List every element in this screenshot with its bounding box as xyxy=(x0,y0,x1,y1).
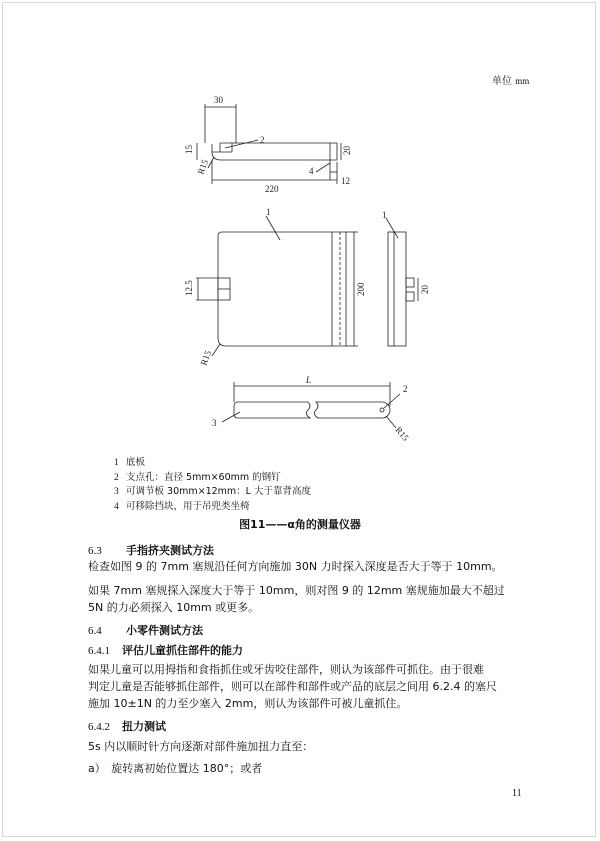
legend-num: 2 xyxy=(114,472,119,483)
section-title: 小零件测试方法 xyxy=(126,624,203,637)
dim-20-side-label: 20 xyxy=(420,285,430,294)
page-number: 11 xyxy=(512,788,522,799)
section-number: 6.3 xyxy=(88,545,102,557)
side-view-tab-bottom xyxy=(406,292,414,301)
section-6-3-heading xyxy=(88,542,214,558)
callout-4: 4 xyxy=(309,166,314,176)
section-6-4-heading xyxy=(88,622,203,638)
section-6-4-2-heading xyxy=(88,718,166,734)
legend-num: 4 xyxy=(114,501,119,512)
section-6-3-paragraph-2-line-1: 如果 7mm 塞规探入深度大于等于 10mm，则对图 9 的 12mm 塞规施加最大不超过 xyxy=(88,584,505,597)
legend-text: 支点孔：直径 5mm×60mm 的钢钉 xyxy=(126,471,281,483)
dim-15-label: 15 xyxy=(184,145,194,154)
legend-num: 1 xyxy=(114,458,119,468)
section-6-4-2-paragraph: 5s 内以顺时针方向逐渐对部件施加扭力直至： xyxy=(88,740,314,753)
dim-30-label: 30 xyxy=(214,95,223,105)
legend-item xyxy=(114,456,311,471)
legend-num: 3 xyxy=(114,487,119,497)
leader-4 xyxy=(316,163,330,172)
callout-2-top: 2 xyxy=(260,135,265,145)
r15-top-label: R15 xyxy=(195,158,211,176)
callout-2-bottom: 2 xyxy=(403,384,408,394)
section-number: 6.4.2 xyxy=(88,721,110,733)
legend-text: 底板 xyxy=(126,457,146,468)
legend-item xyxy=(114,471,311,486)
section-6-4-1-heading xyxy=(88,642,243,658)
r15-front-label: R15 xyxy=(198,349,214,367)
section-title: 评估儿童抓住部件的能力 xyxy=(122,644,243,657)
side-view-tab-top xyxy=(406,278,414,287)
section-6-4-1-line-2: 判定儿童是否能够抓住部件，则可以在部件和部件或产品的底层之间用 6.2.4 的塞尺 xyxy=(88,680,497,693)
unit-label-text: 单位 xyxy=(492,76,512,87)
figure-legend xyxy=(114,456,311,514)
bottom-view-right xyxy=(314,402,390,418)
callout-3: 3 xyxy=(212,418,217,428)
dim-l-label: L xyxy=(306,375,312,385)
dim-200-label: 200 xyxy=(356,282,366,296)
leader-2-top xyxy=(225,140,258,148)
dim-220-label: 220 xyxy=(265,184,279,194)
legend-text: 可移除挡块，用于吊兜类坐椅 xyxy=(126,500,250,512)
leader-r15-bottom xyxy=(386,416,396,428)
section-6-4-1-line-1: 如果儿童可以用拇指和食指抓住或牙齿咬住部件，则认为该部件可抓住。由于很难 xyxy=(88,663,484,676)
dim-12-5-label: 12.5 xyxy=(184,280,194,296)
legend-item xyxy=(114,500,311,515)
callout-1-front: 1 xyxy=(266,207,271,217)
dim-20-top-label: 20 xyxy=(342,146,352,155)
bottom-view-hole xyxy=(380,408,384,412)
leader-r15-front xyxy=(212,344,220,356)
r15-bottom-label: R15 xyxy=(393,424,411,443)
leader-3 xyxy=(222,412,240,422)
unit-label-value: mm xyxy=(515,76,530,86)
dim-12-label: 12 xyxy=(341,176,350,186)
top-view-outline xyxy=(212,143,337,160)
legend-item xyxy=(114,485,311,500)
section-6-4-2-item-a: a） 旋转离初始位置达 180°；或者 xyxy=(88,762,263,775)
figure-caption: 图11——α角的测量仪器 xyxy=(239,518,361,531)
section-number: 6.4 xyxy=(88,625,102,637)
section-6-4-1-line-3: 施加 10±1N 的力至少塞入 2mm，则认为该部件可被儿童抓住。 xyxy=(88,697,408,710)
section-6-3-paragraph-1: 检查如图 9 的 7mm 塞规沿任何方向施加 30N 力时探入深度是否大于等于 10mm。 xyxy=(88,560,503,573)
side-view-outline xyxy=(388,232,406,346)
section-number: 6.4.1 xyxy=(88,645,110,657)
legend-text: 可调节板 30mm×12mm：L 大于靠背高度 xyxy=(126,486,311,497)
leader-2-bottom xyxy=(384,394,400,408)
section-6-3-paragraph-2-line-2: 5N 的力必须探入 10mm 或更多。 xyxy=(88,601,260,614)
section-title: 手指挤夹测试方法 xyxy=(126,544,214,557)
section-title: 扭力测试 xyxy=(122,720,166,733)
bottom-view-left xyxy=(234,402,310,418)
front-view-outline xyxy=(218,232,346,346)
leader-1-front xyxy=(266,216,280,240)
callout-1-side: 1 xyxy=(382,210,387,220)
